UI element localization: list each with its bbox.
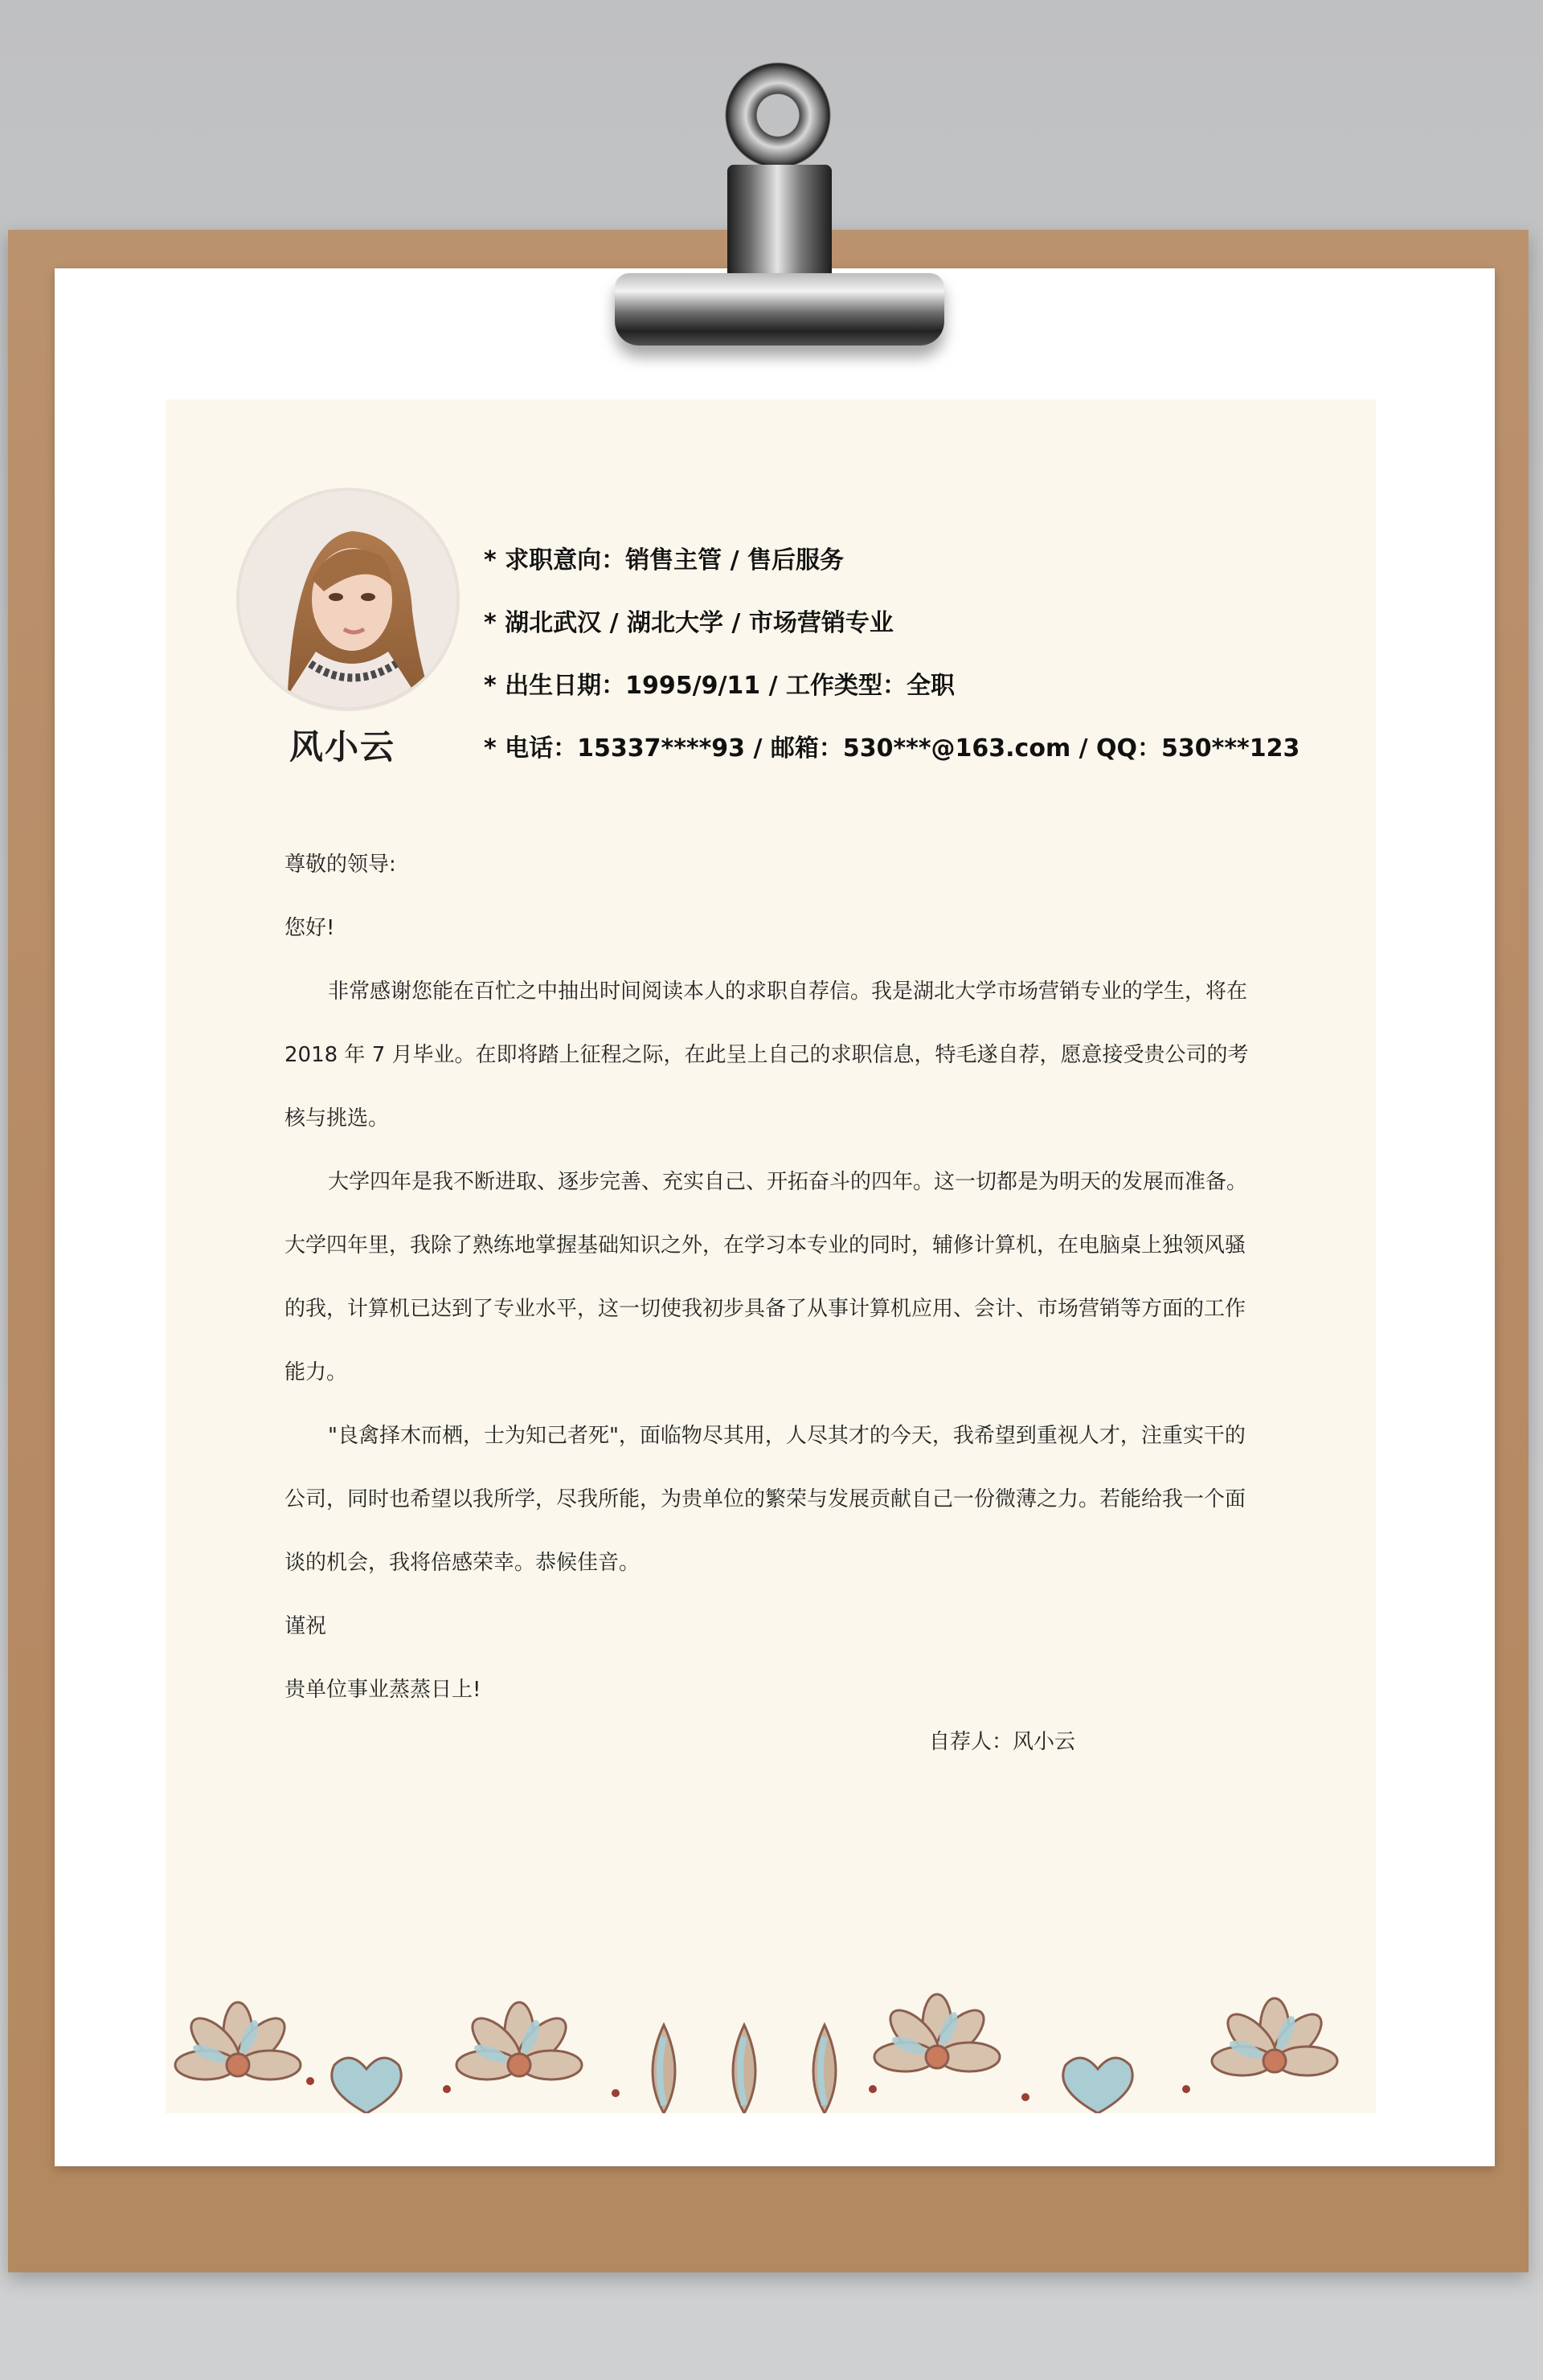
binder-clip-base <box>615 273 944 346</box>
letter-paragraph: 大学四年是我不断进取、逐步完善、充实自己、开拓奋斗的四年。这一切都是为明天的发展而准备。大学四年里，我除了熟练地掌握基础知识之外，在学习本专业的同时，辅修计算机，在电脑桌上独领风骚的我，计算机已达到了专业水平，这一切使我初步具备了从事计算机应用、会计、市场营销等方面的工作能力。 <box>284 1170 1248 1384</box>
contact-info: * 电话：15337****93 / 邮箱：530***@163.com / QQ：530***123 <box>484 734 1300 763</box>
job-intention: * 求职意向：销售主管 / 售后服务 <box>484 546 844 575</box>
location-education: * 湖北武汉 / 湖北大学 / 市场营销专业 <box>484 609 894 637</box>
letter-greeting: 尊敬的领导: <box>284 853 396 877</box>
portrait-icon <box>239 491 456 708</box>
binder-clip-neck <box>727 165 832 285</box>
letter-wish: 贵单位事业蒸蒸日上! <box>284 1678 481 1702</box>
cover-letter <box>284 833 1249 1722</box>
avatar <box>236 488 460 711</box>
letter-signature: 自荐人：风小云 <box>929 1730 1076 1754</box>
letter-closing: 谨祝 <box>284 1614 327 1638</box>
birth-worktype: * 出生日期：1995/9/11 / 工作类型：全职 <box>484 672 956 700</box>
letter-paragraph: 非常感谢您能在百忙之中抽出时间阅读本人的求职自荐信。我是湖北大学市场营销专业的学生，将在 2018 年 7 月毕业。在即将踏上征程之际，在此呈上自己的求职信息，特毛遂自荐，愿意接受贵公司的考核与挑选。 <box>284 979 1249 1131</box>
letter-hello: 您好! <box>284 916 335 940</box>
binder-clip-loop <box>714 50 842 169</box>
resume-sheet <box>166 399 1376 2113</box>
candidate-name: 风小云 <box>289 727 395 767</box>
letter-paragraph: "良禽择木而栖，士为知己者死"，面临物尽其用，人尽其才的今天，我希望到重视人才，注重实干的公司，同时也希望以我所学，尽我所能，为贵单位的繁荣与发展贡献自己一份微薄之力。若能给我一个面谈的机会，我将倍感荣幸。恭候佳音。 <box>284 1424 1246 1575</box>
floral-border-icon <box>166 1961 1376 2113</box>
